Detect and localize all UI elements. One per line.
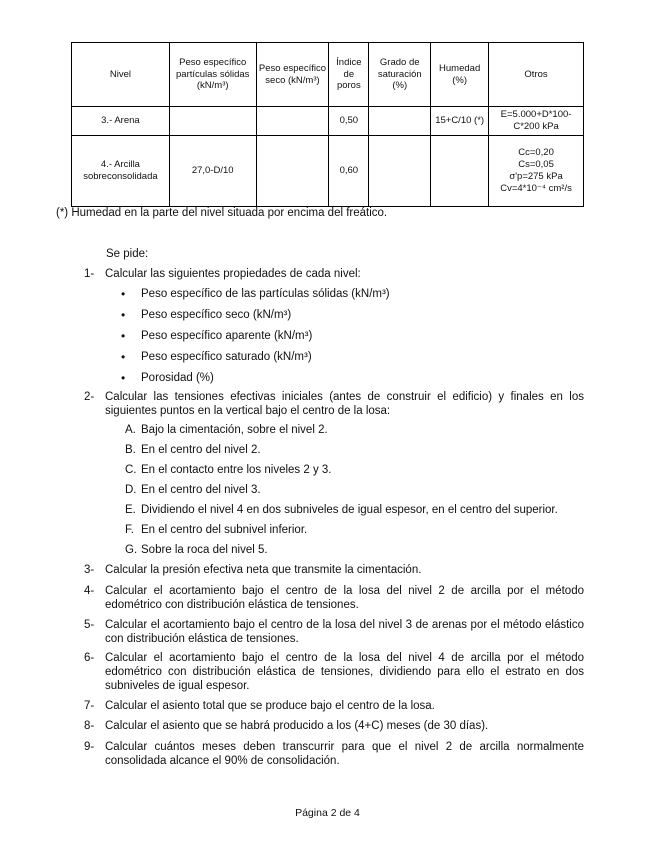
item-text: Calcular la presión efectiva neta que transmite la cimentación. — [105, 564, 422, 576]
table-footnote: (*) Humedad en la parte del nivel situada por encima del freático. — [56, 207, 388, 219]
table-header-row — [72, 43, 584, 107]
bullet-text: Peso específico aparente (kN/m³) — [141, 330, 313, 342]
item-text: Calcular el acortamiento bajo el centro de la losa del nivel 4 de arcilla por el método edométrico con distribución elástica de tensiones, dividiendo para ello el estrato en dos subniveles de igual espesor. — [105, 652, 584, 692]
cell-peso-seco — [256, 136, 329, 207]
header-indice-poros: Índice de poros — [329, 43, 369, 107]
header-peso-solidas: Peso específico partículas sólidas (kN/m³) — [169, 43, 256, 107]
item-number: 5- — [84, 619, 95, 631]
point-letter: F. — [125, 524, 134, 536]
cell-humedad — [431, 136, 489, 207]
soil-properties-table — [71, 42, 584, 207]
bullet-text: Peso específico de las partículas sólidas (kN/m³) — [141, 288, 390, 300]
otros-line: σ'p=275 kPa — [509, 171, 563, 182]
point-text: En el contacto entre los niveles 2 y 3. — [141, 464, 332, 476]
cell-peso-seco — [256, 107, 329, 136]
point-text: En el centro del nivel 2. — [141, 444, 261, 456]
otros-line: Cs=0,05 — [518, 159, 554, 171]
cell-indice-poros: 0,60 — [329, 136, 369, 207]
point-letter: A. — [125, 424, 136, 436]
item-text: Calcular el acortamiento bajo el centro de la losa del nivel 2 de arcilla por el método edométrico con distribución elástica de tensiones. — [105, 585, 584, 611]
intro-text: Se pide: — [106, 248, 149, 260]
header-nivel: Nivel — [72, 43, 170, 107]
cell-grado-saturacion — [369, 107, 431, 136]
point-text: En el centro del subnivel inferior. — [141, 524, 308, 536]
cell-grado-saturacion — [369, 136, 431, 207]
bullet-text: Peso específico seco (kN/m³) — [141, 309, 292, 321]
bullet-icon: • — [121, 287, 126, 301]
item-text: Calcular el asiento total que se produce bajo el centro de la losa. — [105, 700, 435, 712]
cell-nivel: 4.- Arcilla sobreconsolidada — [72, 136, 170, 207]
point-letter: D. — [125, 484, 137, 496]
point-letter: B. — [125, 444, 136, 456]
point-text: Bajo la cimentación, sobre el nivel 2. — [141, 424, 328, 436]
point-letter: C. — [125, 464, 137, 476]
item-number: 7- — [84, 700, 95, 712]
item-number: 6- — [84, 652, 95, 664]
cell-indice-poros: 0,50 — [329, 107, 369, 136]
bullet-icon: • — [121, 308, 126, 322]
header-peso-seco: Peso específico seco (kN/m³) — [256, 43, 329, 107]
item-number: 9- — [84, 741, 95, 753]
bullet-icon: • — [121, 371, 126, 385]
item-number: 1- — [84, 268, 95, 280]
point-text: Dividiendo el nivel 4 en dos subniveles de igual espesor, en el centro del superior. — [141, 504, 558, 516]
bullet-icon: • — [121, 350, 126, 364]
point-text: Sobre la roca del nivel 5. — [141, 544, 268, 556]
bullet-text: Peso específico saturado (kN/m³) — [141, 351, 312, 363]
item-number: 3- — [84, 564, 95, 576]
point-letter: G. — [125, 544, 138, 556]
item-number: 8- — [84, 720, 95, 732]
bullet-text: Porosidad (%) — [141, 372, 214, 384]
point-text: En el centro del nivel 3. — [141, 484, 261, 496]
cell-nivel: 3.- Arena — [72, 107, 170, 136]
table-row — [72, 107, 584, 136]
header-humedad: Humedad (%) — [431, 43, 489, 107]
item-text: Calcular las siguientes propiedades de cada nivel: — [105, 268, 361, 280]
header-grado-saturacion: Grado de saturación (%) — [369, 43, 431, 107]
point-letter: E. — [125, 504, 136, 516]
item-text: Calcular el acortamiento bajo el centro de la losa del nivel 3 de arenas por el método elástico con distribución elástica de tensiones. — [105, 619, 584, 645]
otros-line: Cv=4*10⁻⁴ cm²/s — [500, 182, 572, 194]
cell-otros — [489, 136, 584, 207]
item-number: 4- — [84, 585, 95, 597]
cell-otros: E=5.000+D*100-C*200 kPa — [489, 107, 584, 136]
table-row — [72, 136, 584, 207]
item-text: Calcular cuántos meses deben transcurrir para que el nivel 2 de arcilla normalmente consolidada alcance el 90% de consolidación. — [105, 741, 584, 767]
header-otros: Otros — [489, 43, 584, 107]
page-number: Página 2 de 4 — [295, 807, 360, 819]
item-text: Calcular las tensiones efectivas iniciales (antes de construir el edificio) y finales en los siguientes puntos en la vertical bajo el centro de la losa: — [105, 391, 584, 417]
cell-peso-solidas — [169, 107, 256, 136]
cell-peso-solidas: 27,0-D/10 — [169, 136, 256, 207]
cell-humedad: 15+C/10 (*) — [431, 107, 489, 136]
item-text: Calcular el asiento que se habrá producido a los (4+C) meses (de 30 días). — [105, 720, 489, 732]
otros-line: Cc=0,20 — [518, 147, 554, 159]
bullet-icon: • — [121, 329, 126, 343]
item-number: 2- — [84, 391, 95, 403]
